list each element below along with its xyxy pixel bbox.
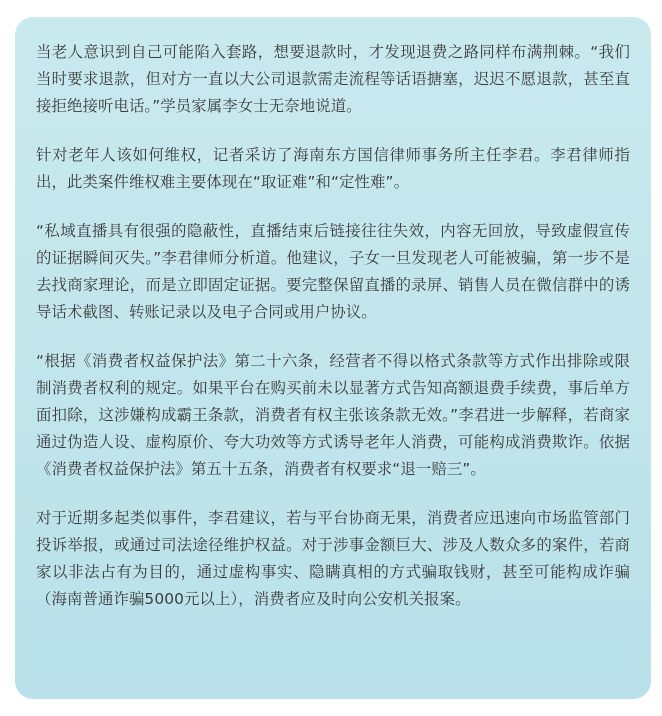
paragraph-refund-difficulty: 当老人意识到自己可能陷入套路，想要退款时，才发现退费之路同样布满荆棘。“我们当时要求退款，但对方一直以大公司退款需走流程等话语搪塞，迟迟不愿退款，甚至直接拒绝接听电话。”学员家属李女士无奈地说道。 — [36, 43, 630, 115]
paragraph-lawyer-interview: 针对老年人该如何维权，记者采访了海南东方国信律师事务所主任李君。李君律师指出，此类案件维权难主要体现在“取证难”和“定性难”。 — [36, 146, 630, 191]
paragraph-consumer-law: “根据《消费者权益保护法》第二十六条，经营者不得以格式条款等方式作出排除或限制消费者权利的规定。如果平台在购买前未以显著方式告知高额退费手续费，事后单方面扣除，这涉嫌构成霸王条款，消费者有权主张该条款无效。”李君进一步解释，若商家通过伪造人设、虚构原价、夸大功效等方式诱导老年人消费，可能构成消费欺诈。依据《消费者权益保护法》第五十五条，消费者有权要求“退一赔三”。 — [36, 352, 630, 478]
paragraph-recommendations: 对于近期多起类似事件，李君建议，若与平台协商无果，消费者应迅速向市场监管部门投诉举报，或通过司法途径维护权益。对于涉事金额巨大、涉及人数众多的案件，若商家以非法占有为目的，通过虚构事实、隐瞒真相的方式骗取钱财，甚至可能构成诈骗（海南普通诈骗5000元以上），消费者应及时向公安机关报案。 — [36, 509, 630, 608]
article-card — [15, 17, 651, 699]
paragraph-evidence-advice: “私域直播具有很强的隐蔽性，直播结束后链接往往失效，内容无回放，导致虚假宣传的证据瞬间灭失。”李君律师分析道。他建议，子女一旦发现老人可能被骗，第一步不是去找商家理论，而是立即固定证据。要完整保留直播的录屏、销售人员在微信群中的诱导话术截图、转账记录以及电子合同或用户协议。 — [36, 222, 630, 321]
